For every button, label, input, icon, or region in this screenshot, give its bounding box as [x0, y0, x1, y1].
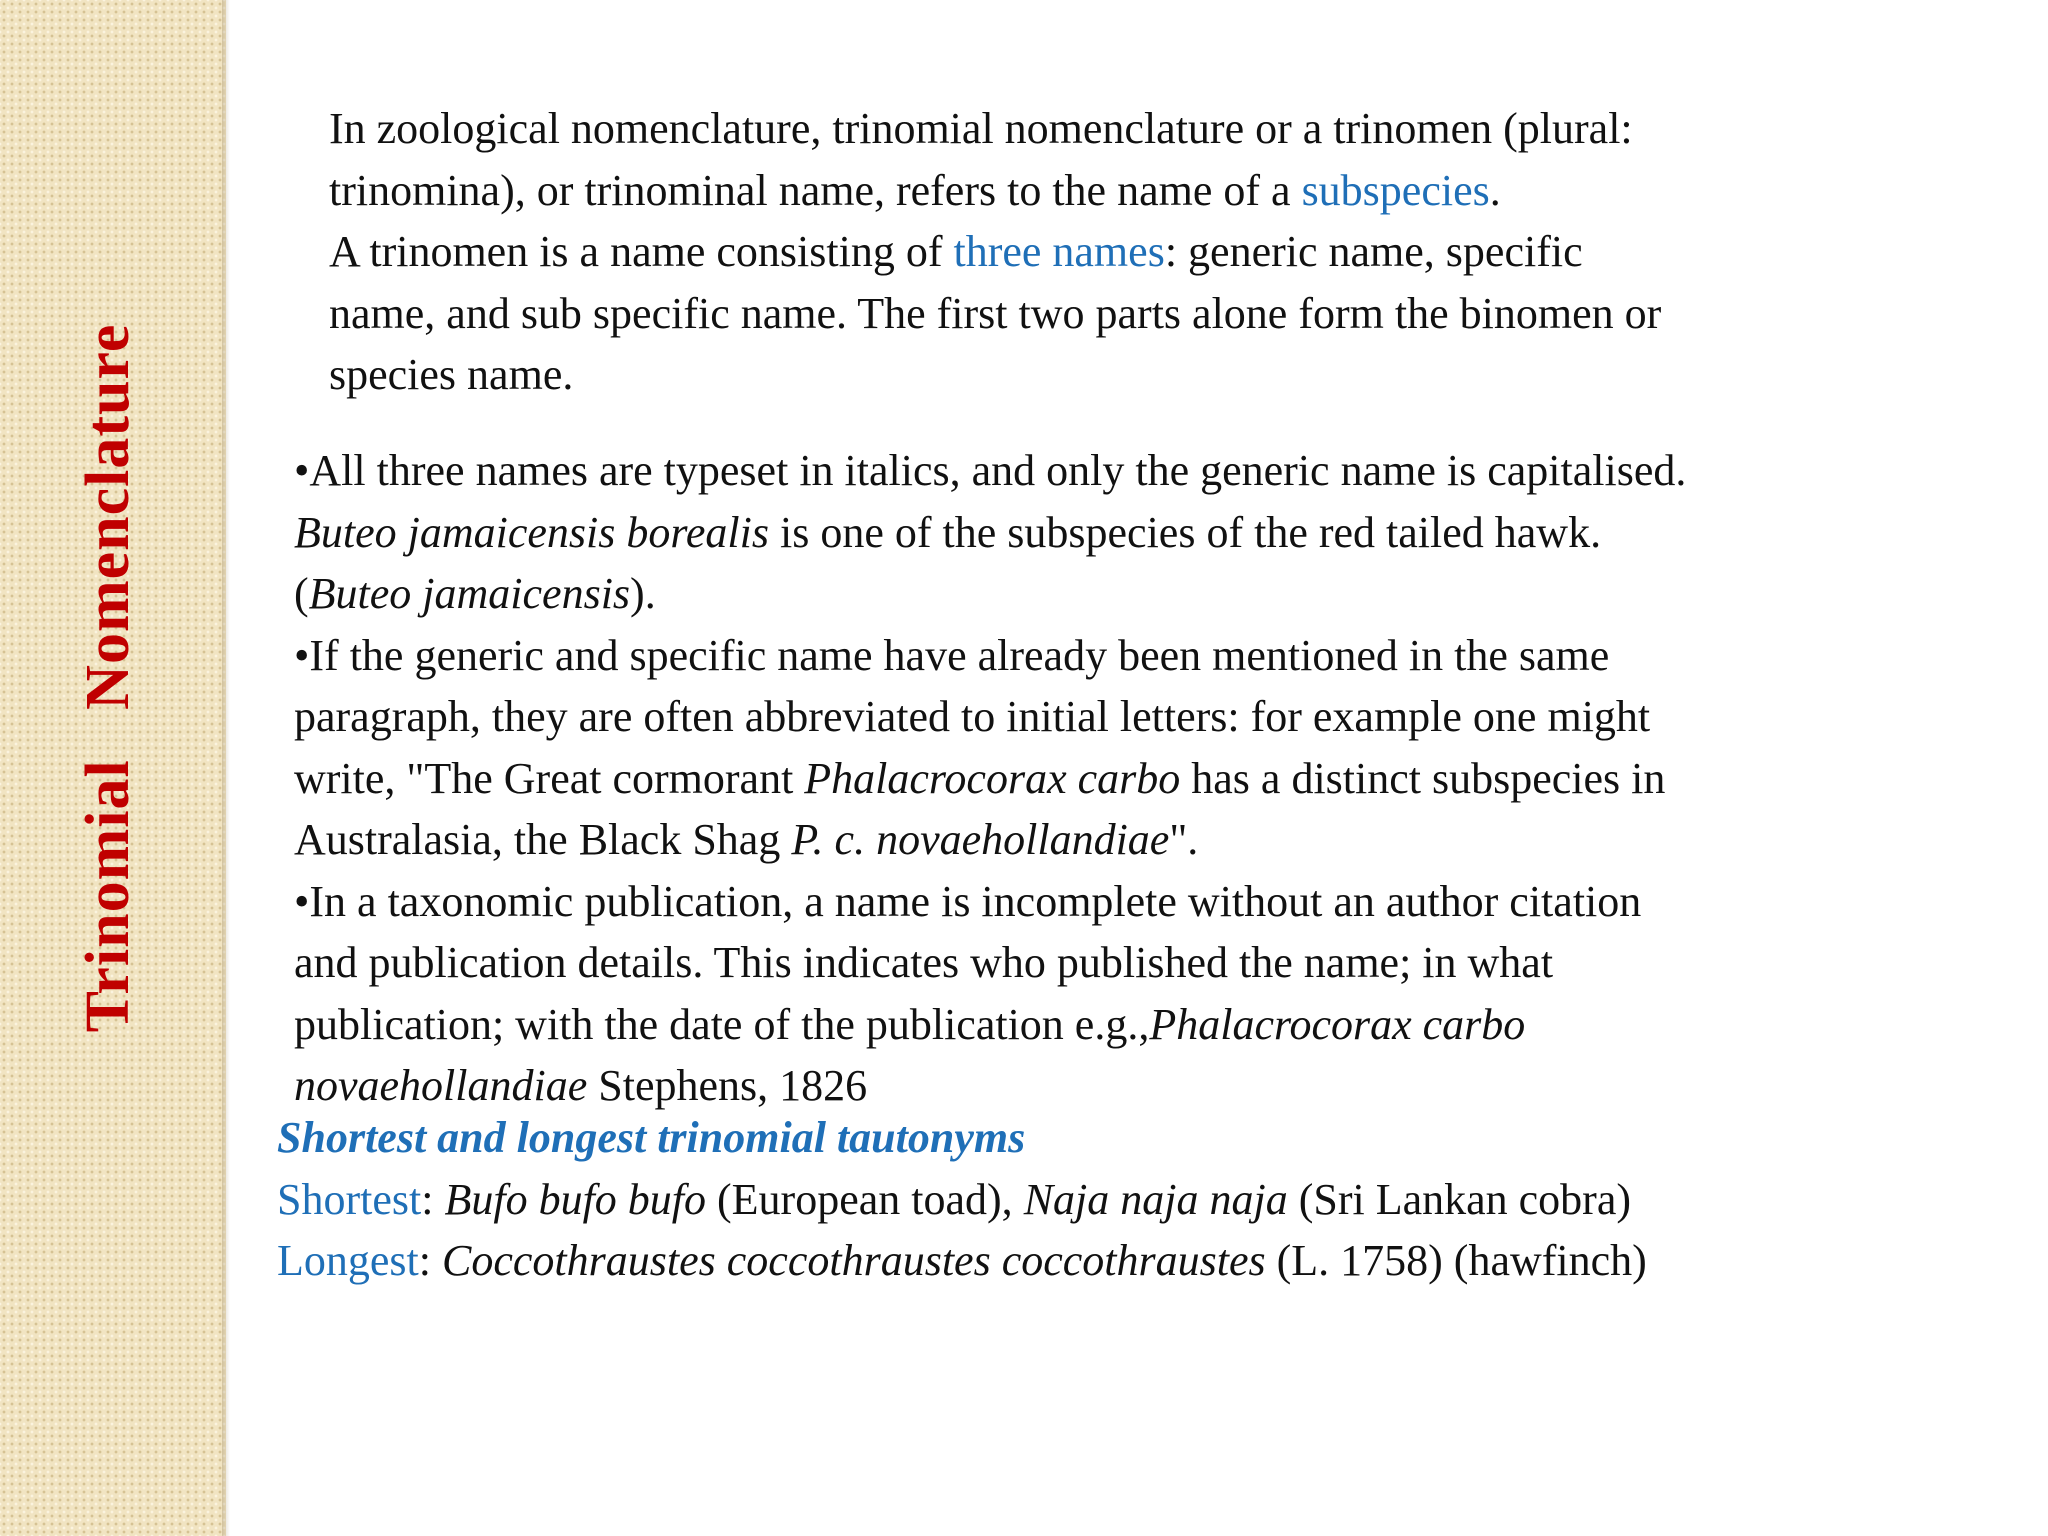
bullet-line — [294, 994, 1686, 1056]
intro-line: name, and sub specific name. The first two parts alone form the binomen or — [329, 288, 1662, 338]
bullet-line: paragraph, they are often abbreviated to initial letters: for example one might — [294, 692, 1651, 741]
bullet-line — [294, 809, 1686, 871]
species-name: Buteo jamaicensis — [308, 569, 631, 618]
bullet-line: and publication details. This indicates who published the name; in what — [294, 938, 1554, 987]
tautonyms-heading: Shortest and longest trinomial tautonyms — [277, 1113, 1026, 1162]
bullet-text: ). — [630, 569, 656, 618]
separator: : — [421, 1174, 445, 1224]
species-name: P. c. novaehollandiae — [791, 815, 1170, 864]
intro-line: In zoological nomenclature, trinomial nomenclature or a trinomen (plural: — [329, 104, 1633, 153]
subspecies-link[interactable]: subspecies — [1301, 165, 1490, 215]
common-name: (Sri Lankan cobra) — [1287, 1174, 1632, 1224]
intro-text: . — [1489, 165, 1501, 215]
bullet-text: ". — [1169, 815, 1199, 864]
species-name: Phalacrocorax carbo — [804, 753, 1181, 803]
intro-line: species name. — [329, 350, 574, 399]
bullet-text: is one of the subspecies of the red tailed hawk. — [768, 507, 1602, 557]
bullet-text: Stephens, 1826 — [587, 1061, 868, 1110]
bullet-text: write, "The Great cormorant — [294, 753, 805, 803]
bullet-text: has a distinct subspecies in — [1180, 753, 1666, 803]
bullet-list — [294, 440, 1686, 1117]
sidebar-edge-shadow — [222, 0, 230, 1536]
bullet-text: Australasia, the Black Shag — [294, 815, 792, 864]
species-name: Coccothraustes coccothraustes coccothraustes — [442, 1236, 1266, 1285]
species-name: Naja naja naja — [1023, 1174, 1288, 1224]
species-name: Phalacrocorax carbo — [1149, 999, 1526, 1049]
three-names-link[interactable]: three names — [953, 227, 1165, 276]
separator: : — [418, 1236, 442, 1285]
slide-title: Trinomial Nomenclature — [74, 323, 142, 1033]
intro-text: : generic name, specific — [1164, 227, 1583, 276]
longest-label[interactable]: Longest — [277, 1236, 419, 1285]
species-name: Bufo bufo bufo — [444, 1174, 707, 1224]
intro-line — [329, 160, 1661, 222]
intro-text: trinomina), or trinominal name, refers to the name of a — [329, 165, 1302, 215]
tautonyms-section — [277, 1107, 1647, 1292]
shortest-label[interactable]: Shortest — [277, 1174, 422, 1224]
bullet-line — [294, 748, 1686, 810]
bullet-line: •All three names are typeset in italics, and only the generic name is capitalised. — [294, 446, 1687, 495]
species-name: novaehollandiae — [294, 1061, 588, 1110]
common-name: (L. 1758) (hawfinch) — [1265, 1236, 1647, 1285]
bullet-line — [294, 563, 1686, 625]
intro-text: A trinomen is a name consisting of — [329, 227, 954, 276]
bullet-line: •In a taxonomic publication, a name is incomplete without an author citation — [294, 876, 1642, 926]
bullet-line — [294, 502, 1686, 564]
bullet-line: •If the generic and specific name have already been mentioned in the same — [294, 630, 1610, 680]
intro-paragraph — [329, 98, 1661, 406]
longest-line — [277, 1230, 1647, 1292]
intro-line — [329, 221, 1661, 283]
bullet-text: ( — [294, 569, 309, 618]
shortest-line — [277, 1169, 1647, 1231]
bullet-text: publication; with the date of the publication e.g., — [294, 999, 1150, 1049]
species-name: Buteo jamaicensis borealis — [294, 507, 769, 557]
common-name: (European toad), — [706, 1174, 1024, 1224]
